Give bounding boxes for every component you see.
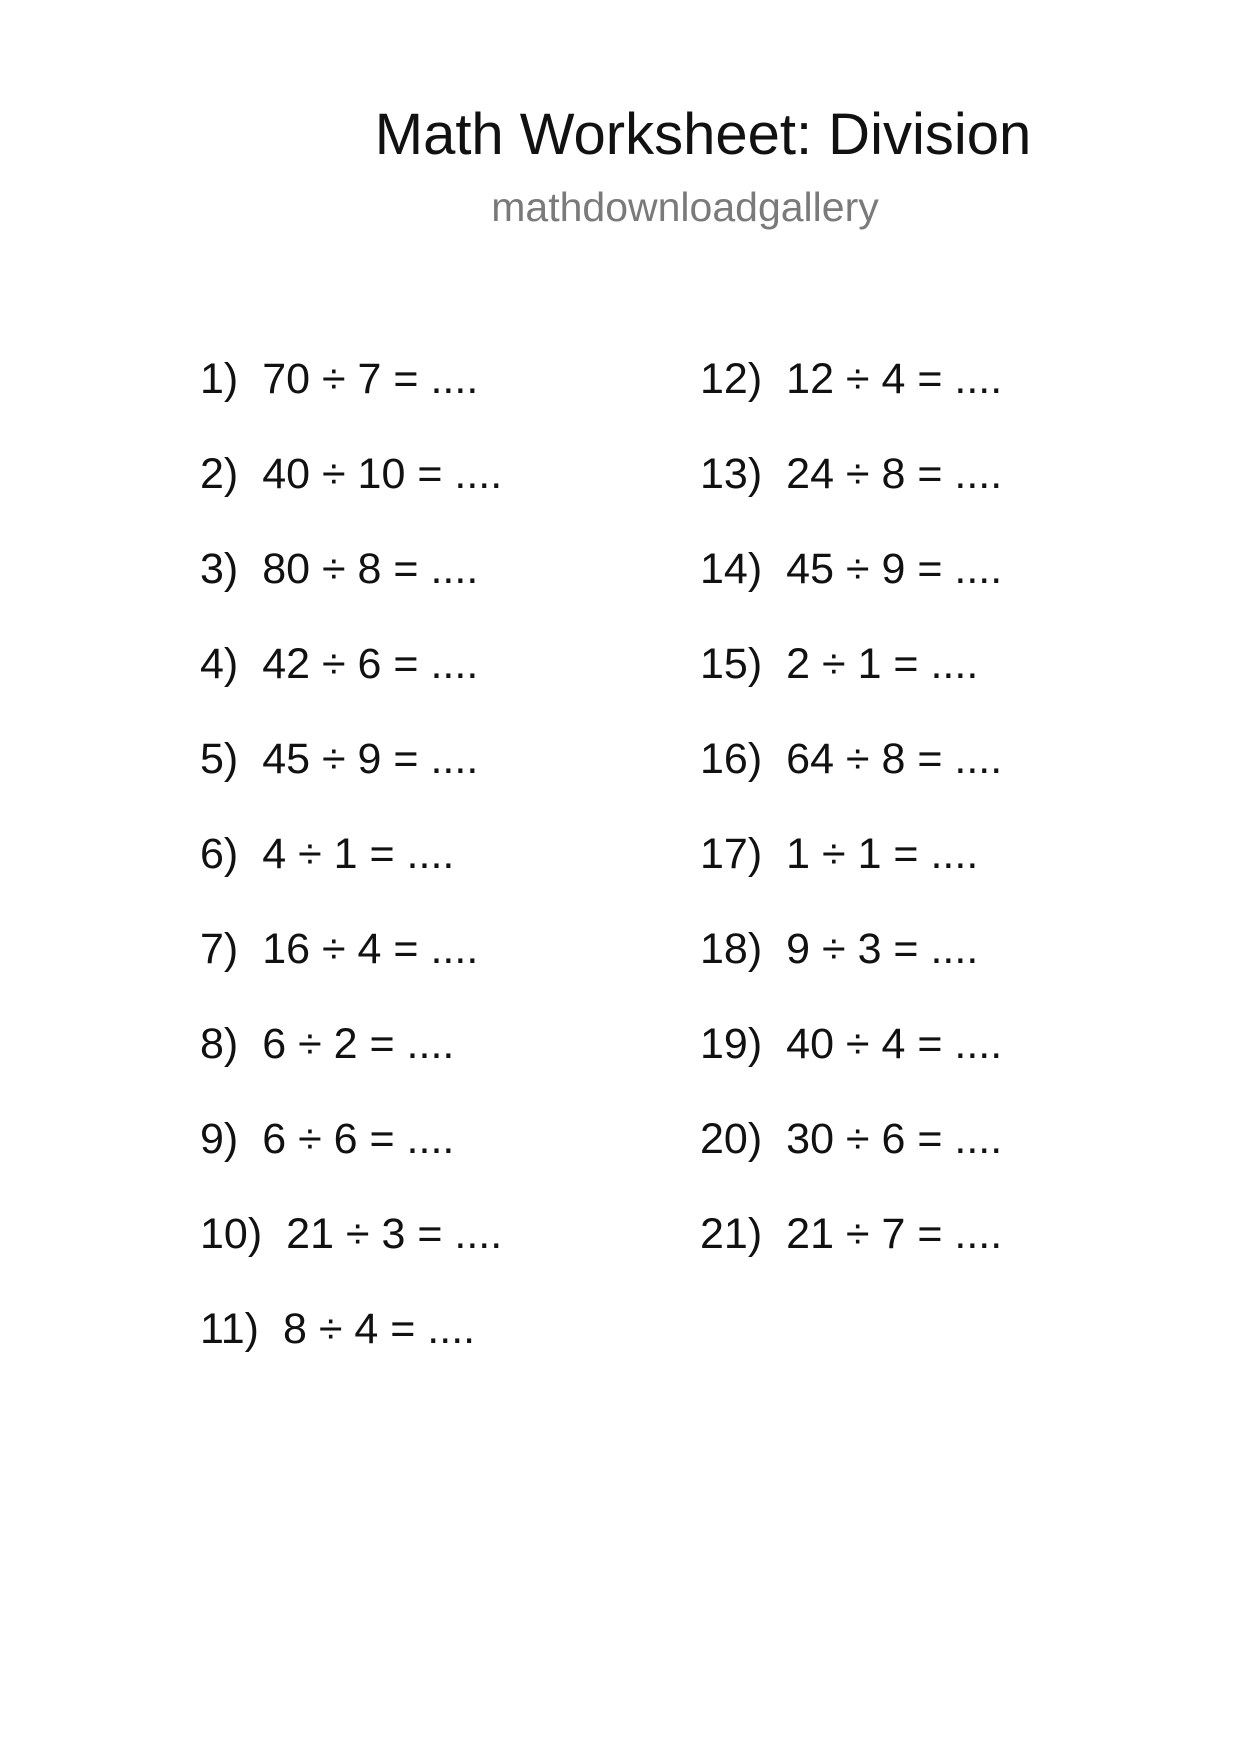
problem-number: 7) (200, 925, 239, 973)
worksheet-subtitle: mathdownloadgallery (491, 184, 879, 230)
problem-expression: 4 ÷ 1 = .... (262, 830, 455, 878)
problem-item (700, 1209, 1002, 1304)
problem-number: 4) (200, 640, 239, 688)
problem-item (700, 1019, 1002, 1114)
problem-expression: 70 ÷ 7 = .... (262, 355, 479, 403)
problem-number: 12) (700, 355, 763, 403)
problem-expression: 2 ÷ 1 = .... (786, 640, 979, 688)
problem-number: 2) (200, 450, 239, 498)
problem-number: 10) (200, 1210, 263, 1258)
problem-item (200, 544, 502, 639)
problem-expression: 80 ÷ 8 = .... (262, 545, 479, 593)
problem-expression: 21 ÷ 7 = .... (786, 1210, 1003, 1258)
problem-number: 11) (200, 1305, 259, 1353)
problem-item (700, 354, 1002, 449)
problem-item (700, 544, 1002, 639)
problem-expression: 24 ÷ 8 = .... (786, 450, 1003, 498)
problem-item (700, 734, 1002, 829)
problem-number: 9) (200, 1115, 239, 1163)
problem-item (200, 829, 502, 924)
worksheet-title: Math Worksheet: Division (374, 102, 1032, 167)
problem-expression: 64 ÷ 8 = .... (786, 735, 1003, 783)
problem-number: 21) (700, 1210, 763, 1258)
problems-column-left (200, 354, 502, 1399)
problem-item (200, 639, 502, 734)
problem-item (200, 449, 502, 544)
problem-item (200, 734, 502, 829)
problem-number: 13) (700, 450, 763, 498)
problem-item (200, 1019, 502, 1114)
problem-item (700, 1114, 1002, 1209)
problem-item (700, 639, 1002, 734)
problem-item (200, 1114, 502, 1209)
problem-expression: 42 ÷ 6 = .... (262, 640, 479, 688)
problem-expression: 21 ÷ 3 = .... (286, 1210, 503, 1258)
problem-item (200, 924, 502, 1019)
problem-expression: 45 ÷ 9 = .... (262, 735, 479, 783)
problem-item (700, 924, 1002, 1019)
problem-number: 5) (200, 735, 239, 783)
problem-item (700, 449, 1002, 544)
problem-expression: 8 ÷ 4 = .... (282, 1305, 476, 1353)
problem-number: 15) (700, 640, 763, 688)
problem-number: 14) (700, 545, 763, 593)
problem-expression: 40 ÷ 4 = .... (786, 1020, 1003, 1068)
problem-number: 17) (700, 830, 763, 878)
problem-item (200, 1304, 502, 1399)
problems-column-right (700, 354, 1002, 1304)
problem-number: 19) (700, 1020, 763, 1068)
problem-number: 16) (700, 735, 763, 783)
problem-expression: 1 ÷ 1 = .... (786, 830, 979, 878)
problem-expression: 9 ÷ 3 = .... (786, 925, 979, 973)
problem-expression: 40 ÷ 10 = .... (262, 450, 503, 498)
problem-expression: 6 ÷ 2 = .... (262, 1020, 455, 1068)
problem-number: 18) (700, 925, 763, 973)
problem-number: 3) (200, 545, 239, 593)
problem-item (700, 829, 1002, 924)
problem-number: 20) (700, 1115, 763, 1163)
problem-expression: 6 ÷ 6 = .... (262, 1115, 455, 1163)
problem-number: 6) (200, 830, 239, 878)
problem-item (200, 354, 502, 449)
problem-expression: 16 ÷ 4 = .... (262, 925, 479, 973)
problem-number: 1) (200, 355, 239, 403)
problem-item (200, 1209, 502, 1304)
problem-expression: 30 ÷ 6 = .... (786, 1115, 1003, 1163)
problem-expression: 12 ÷ 4 = .... (786, 355, 1003, 403)
problem-expression: 45 ÷ 9 = .... (786, 545, 1003, 593)
problem-number: 8) (200, 1020, 239, 1068)
